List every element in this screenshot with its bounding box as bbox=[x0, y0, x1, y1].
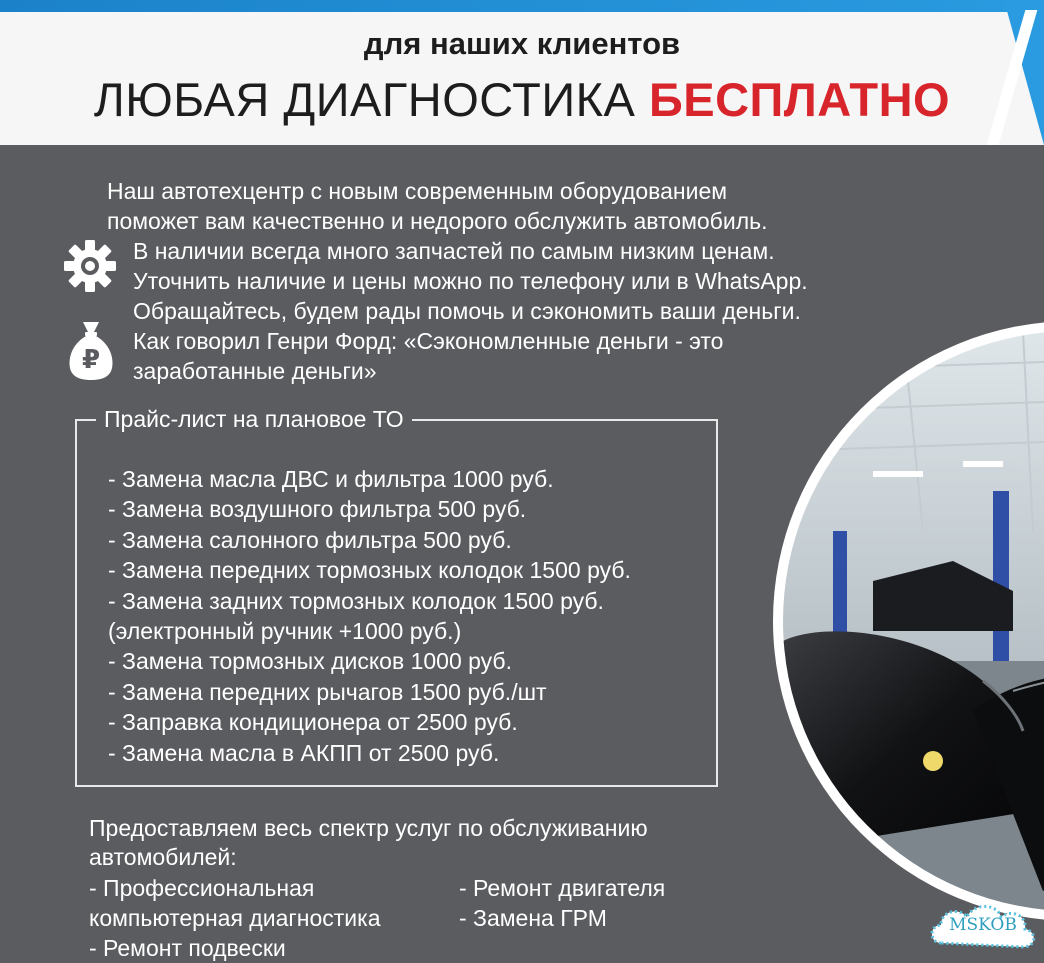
price-list-item: - Заправка кондиционера от 2500 руб. bbox=[108, 709, 518, 736]
header-title bbox=[0, 72, 1044, 127]
intro-line: заработанные деньги» bbox=[133, 358, 377, 384]
header-subtitle: для наших клиентов bbox=[363, 26, 681, 61]
price-list bbox=[108, 464, 708, 768]
gear-icon bbox=[62, 238, 118, 294]
service-item: - Замена ГРМ bbox=[459, 905, 607, 931]
price-list-item: - Замена передних рычагов 1500 руб./шт bbox=[108, 678, 547, 705]
services-list-left bbox=[89, 873, 439, 963]
intro-line: Как говорил Генри Форд: «Сэкономленные деньги - это bbox=[133, 328, 724, 354]
price-list-item: - Замена масла в АКПП от 2500 руб. bbox=[108, 739, 500, 766]
watermark-text: MSKOB bbox=[949, 915, 1017, 935]
service-item: компьютерная диагностика bbox=[89, 905, 381, 931]
services-list-right bbox=[459, 873, 759, 933]
intro-line: Обращайтесь, будем рады помочь и сэкономить ваши деньги. bbox=[133, 298, 801, 324]
services-heading-line: автомобилей: bbox=[89, 844, 237, 870]
intro-line: Наш автотехцентр с новым современным оборудованием bbox=[107, 178, 728, 204]
service-item: - Ремонт подвески bbox=[89, 935, 286, 961]
price-list-item: - Замена тормозных дисков 1000 руб. bbox=[108, 648, 512, 675]
header-top-stripe bbox=[0, 0, 1044, 12]
price-list-item: - Замена передних тормозных колодок 1500 руб. bbox=[108, 557, 631, 584]
price-list-item: - Замена салонного фильтра 500 руб. bbox=[108, 526, 512, 553]
watermark-logo bbox=[927, 893, 1039, 957]
intro-text bbox=[107, 176, 907, 386]
intro-line: поможет вам качественно и недорого обслужить автомобиль. bbox=[107, 208, 768, 234]
header-title-main: ЛЮБАЯ ДИАГНОСТИКА bbox=[93, 73, 636, 126]
service-item: - Ремонт двигателя bbox=[459, 875, 666, 901]
intro-line: В наличии всегда много запчастей по самым низким ценам. bbox=[133, 238, 775, 264]
header-title-accent: БЕСПЛАТНО bbox=[648, 73, 951, 126]
ruble-symbol: ₽ bbox=[81, 344, 101, 374]
service-item: - Профессиональная bbox=[89, 875, 315, 901]
services-heading bbox=[89, 814, 749, 872]
money-bag-icon bbox=[66, 318, 116, 382]
price-list-title: Прайс-лист на плановое ТО bbox=[96, 406, 412, 433]
price-list-item: - Замена масла ДВС и фильтра 1000 руб. bbox=[108, 466, 554, 492]
price-list-item: - Замена воздушного фильтра 500 руб. bbox=[108, 496, 527, 523]
services-heading-line: Предоставляем весь спектр услуг по обслуживанию bbox=[89, 815, 648, 841]
price-list-item: - Замена задних тормозных колодок 1500 руб. bbox=[108, 587, 604, 614]
header-banner bbox=[0, 0, 1044, 145]
garage-photo bbox=[773, 321, 1044, 921]
intro-line: Уточнить наличие и цены можно по телефону или в WhatsApp. bbox=[133, 268, 808, 294]
garage-photo-image bbox=[783, 331, 1044, 911]
price-list-item: (электронный ручник +1000 руб.) bbox=[108, 618, 462, 645]
